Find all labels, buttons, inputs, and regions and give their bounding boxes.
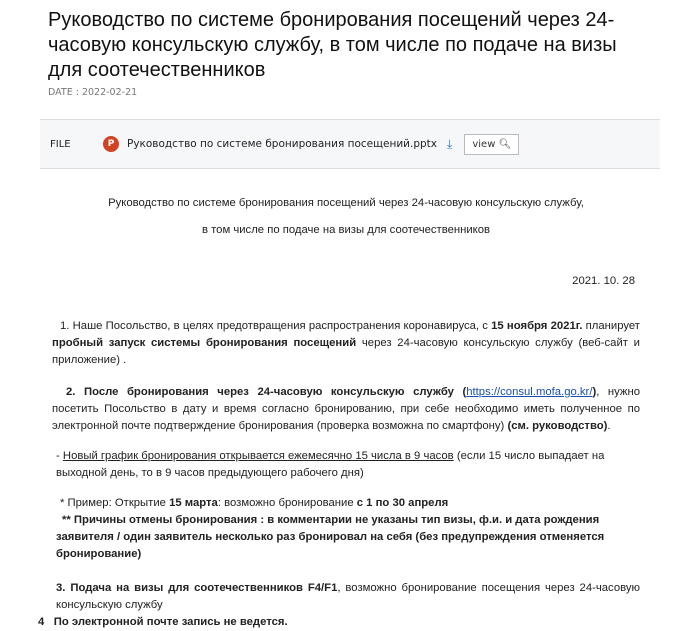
- paragraph-2: [52, 384, 640, 435]
- paragraph-1: [52, 318, 640, 369]
- paragraph-4: [52, 580, 640, 614]
- text: планирует: [582, 320, 640, 332]
- powerpoint-icon: P: [103, 136, 119, 152]
- page-title: Руководство по системе бронирования посещений через 24-часовую консульскую службу, в том числе по подаче на визы для соотечественников: [48, 9, 617, 81]
- text: с 1 по 30 апреля: [356, 497, 449, 509]
- text: ): [592, 386, 597, 398]
- document-body: [38, 195, 640, 631]
- paragraph-3: [52, 448, 640, 482]
- search-icon: 🔍︎: [498, 138, 512, 150]
- text: (см. руководство): [507, 420, 608, 432]
- text: : возможно бронирование: [217, 497, 357, 509]
- file-label: FILE: [50, 138, 71, 150]
- text: 1. Наше Посольство, в целях предотвращения распространения коронавируса, с: [60, 320, 492, 332]
- view-button[interactable]: [464, 134, 519, 155]
- text: -: [56, 450, 63, 462]
- view-label: view: [472, 138, 496, 150]
- doc-heading-2: в том числе по подаче на визы для соотечественников: [201, 224, 491, 236]
- text: пробный запуск системы бронирования посещений: [52, 337, 357, 349]
- text: .: [607, 420, 611, 432]
- consul-link[interactable]: https://consul.mofa.go.kr/: [466, 386, 593, 398]
- file-name-link[interactable]: Руководство по системе бронирования посещений.pptx: [127, 138, 438, 150]
- post-date: DATE : 2022-02-21: [48, 87, 138, 98]
- doc-date: 2021. 10. 28: [572, 275, 635, 287]
- doc-heading-1: Руководство по системе бронирования посещений через 24-часовую консульскую службу,: [108, 197, 584, 209]
- paragraph-5: 4 По электронной почте запись не ведется.: [38, 616, 288, 628]
- text: 2. После бронирования через 24-часовую консульскую службу (: [66, 386, 467, 398]
- text: , возможно бронирование посещения через 24-часовую консульскую службу: [56, 582, 640, 611]
- download-icon[interactable]: ⤓: [447, 136, 453, 151]
- text: через 24-часовую консульскую службу (веб-сайт и приложение) .: [52, 337, 640, 366]
- text: 15 ноября 2021г.: [491, 320, 583, 332]
- text: , нужно посетить Посольство в дату и время согласно бронированию, при себе необходимо иметь полученное по электронной почте подтверждение бронирования (проверка возможна по смартфону): [52, 386, 640, 432]
- text: (если 15 число выпадает на выходной день, то в 9 часов предыдующего рабочего дня): [56, 450, 605, 479]
- text: Новый график бронирования открывается ежемесячно 15 числа в 9 часов: [62, 450, 454, 462]
- text: 15 марта: [169, 497, 218, 509]
- paragraph-example: [52, 495, 640, 512]
- text: * Пример: Открытие: [60, 497, 170, 509]
- paragraph-cancel-reasons: ** Причины отмены бронирования : в комментарии не указаны тип визы, ф.и. и дата рождения заявителя / один заявитель несколько раз бронировал на себя (без предупреждения отменяется бронирование): [56, 514, 605, 560]
- file-attachment-bar: [40, 119, 660, 169]
- text: 3. Подача на визы для соотечественников F4/F1: [56, 582, 338, 594]
